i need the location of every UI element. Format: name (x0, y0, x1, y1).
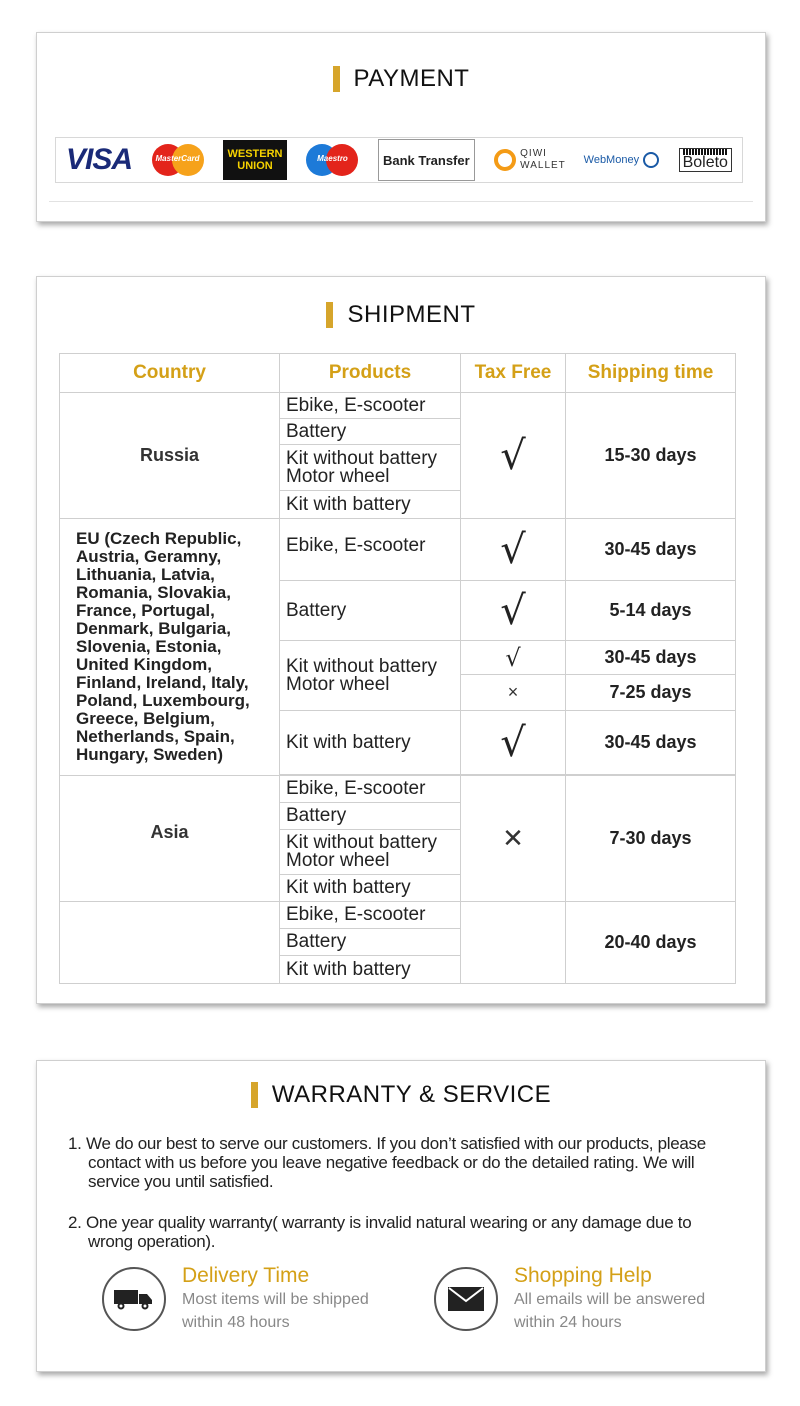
webmoney-logo (584, 143, 659, 177)
shopping-help-feature (434, 1264, 705, 1334)
product-cell: Ebike, E-scooter (280, 519, 461, 581)
mastercard-text: MasterCard (155, 154, 200, 163)
warranty-item-2 (68, 1213, 758, 1251)
header-tax-free: Tax Free (461, 354, 566, 393)
product-line: Kit without battery (286, 655, 438, 677)
title-accent-bar (326, 302, 333, 328)
mastercard-logo (152, 144, 204, 176)
warranty-text-line: 2. One year quality warranty( warranty is invalid natural wearing or any damage due to (68, 1213, 692, 1232)
shipping-time-cell: 15-30 days (566, 393, 736, 519)
country-cell: Russia (60, 393, 280, 519)
product-line: Motor wheel (286, 673, 390, 695)
delivery-time-feature (102, 1264, 369, 1334)
shipping-time-cell: 30-45 days (566, 641, 736, 675)
shipment-section (36, 276, 766, 1004)
payment-title-text: PAYMENT (353, 65, 470, 92)
country-cell (60, 902, 280, 984)
feature-desc: Most items will be shipped (182, 1291, 369, 1308)
warranty-text-line: 1. We do our best to serve our customers. If you don’t satisfied with our products, please (68, 1134, 706, 1153)
shipping-time-cell: 7-25 days (566, 675, 736, 711)
product-cell: Kit with battery (280, 491, 461, 519)
country-cell: Asia (60, 776, 280, 902)
table-row (60, 902, 736, 929)
webmoney-text: WebMoney (583, 154, 640, 166)
shipping-time-cell: 20-40 days (566, 902, 736, 984)
warranty-text-line: wrong operation). (88, 1232, 216, 1251)
product-cell: Kit with battery (280, 711, 461, 775)
product-cell: Battery (280, 929, 461, 956)
maestro-text: Maestro (317, 154, 348, 163)
warranty-item-1 (68, 1134, 758, 1191)
warranty-title (37, 1081, 765, 1109)
bank-transfer-logo: Bank Transfer (378, 139, 475, 181)
table-header-row (60, 354, 736, 393)
product-cell: Battery (280, 419, 461, 445)
western-union-logo: WESTERN UNION (223, 140, 287, 180)
title-accent-bar (251, 1082, 258, 1108)
truck-icon (102, 1267, 166, 1331)
shipment-title (37, 301, 765, 329)
shipment-table (59, 353, 736, 984)
tax-free-cell (461, 902, 566, 984)
product-cell (280, 445, 461, 491)
tax-free-check-icon: √ (461, 711, 566, 775)
qiwi-circle-icon (494, 149, 516, 171)
visa-logo: VISA (66, 143, 133, 176)
qiwi-logo (494, 143, 564, 177)
globe-icon (643, 152, 659, 168)
product-line: Kit without battery (286, 832, 438, 853)
payment-methods-strip (55, 137, 743, 183)
payment-title (37, 65, 765, 93)
product-cell (280, 830, 461, 875)
payment-section (36, 32, 766, 222)
table-row (60, 519, 736, 581)
warranty-title-text: WARRANTY & SERVICE (271, 1081, 552, 1108)
product-cell: Battery (280, 803, 461, 830)
envelope-icon (434, 1267, 498, 1331)
product-cell: Kit with battery (280, 956, 461, 984)
title-accent-bar (333, 66, 340, 92)
shipping-time-cell: 30-45 days (566, 519, 736, 581)
header-country: Country (60, 354, 280, 393)
product-cell: Battery (280, 581, 461, 641)
product-line: Kit without battery (286, 447, 438, 469)
divider (49, 201, 753, 202)
product-cell: Ebike, E-scooter (280, 776, 461, 803)
header-shipping-time: Shipping time (566, 354, 736, 393)
tax-free-check-icon: √ (461, 581, 566, 641)
boleto-logo (679, 143, 732, 177)
shipment-title-text: SHIPMENT (347, 301, 476, 328)
table-row (60, 776, 736, 803)
tax-free-cross-icon: ✕ (461, 776, 566, 902)
maestro-logo (306, 144, 358, 176)
product-line: Motor wheel (286, 850, 390, 871)
qiwi-text: QIWI WALLET (520, 148, 566, 171)
product-cell: Ebike, E-scooter (280, 902, 461, 929)
shipping-time-cell: 5-14 days (566, 581, 736, 641)
tax-free-cross-icon: × (461, 675, 566, 711)
feature-desc: All emails will be answered (514, 1291, 706, 1308)
boleto-text: Boleto (682, 154, 728, 171)
tax-free-check-icon: √ (461, 393, 566, 519)
tax-free-check-icon: √ (461, 641, 566, 675)
shipping-time-cell: 30-45 days (566, 711, 736, 775)
shipping-time-cell: 7-30 days (566, 776, 736, 902)
header-products: Products (280, 354, 461, 393)
warranty-text-line: service you until satisfied. (88, 1172, 274, 1191)
product-cell: Ebike, E-scooter (280, 393, 461, 419)
table-row (60, 393, 736, 419)
feature-desc: within 24 hours (514, 1314, 622, 1331)
feature-title: Shopping Help (514, 1264, 652, 1287)
tax-free-check-icon: √ (461, 519, 566, 581)
product-cell (280, 641, 461, 711)
country-cell: EU (Czech Republic, Austria, Geramny, Lithuania, Latvia, Romania, Slovakia, France, Portugal, Denmark, Bulgaria, Slovenia, Estonia, United Kingdom, Finland, Ireland, Italy, Poland, Luxembourg, Greece, Belgium, Netherlands, Spain, Hungary, Sweden) (60, 519, 280, 776)
feature-title: Delivery Time (182, 1264, 310, 1287)
warranty-text-line: contact with us before you leave negative feedback or do the detailed rating. We will (88, 1153, 695, 1172)
product-cell: Kit with battery (280, 875, 461, 902)
product-line: Motor wheel (286, 465, 390, 487)
feature-desc: within 48 hours (182, 1314, 290, 1331)
